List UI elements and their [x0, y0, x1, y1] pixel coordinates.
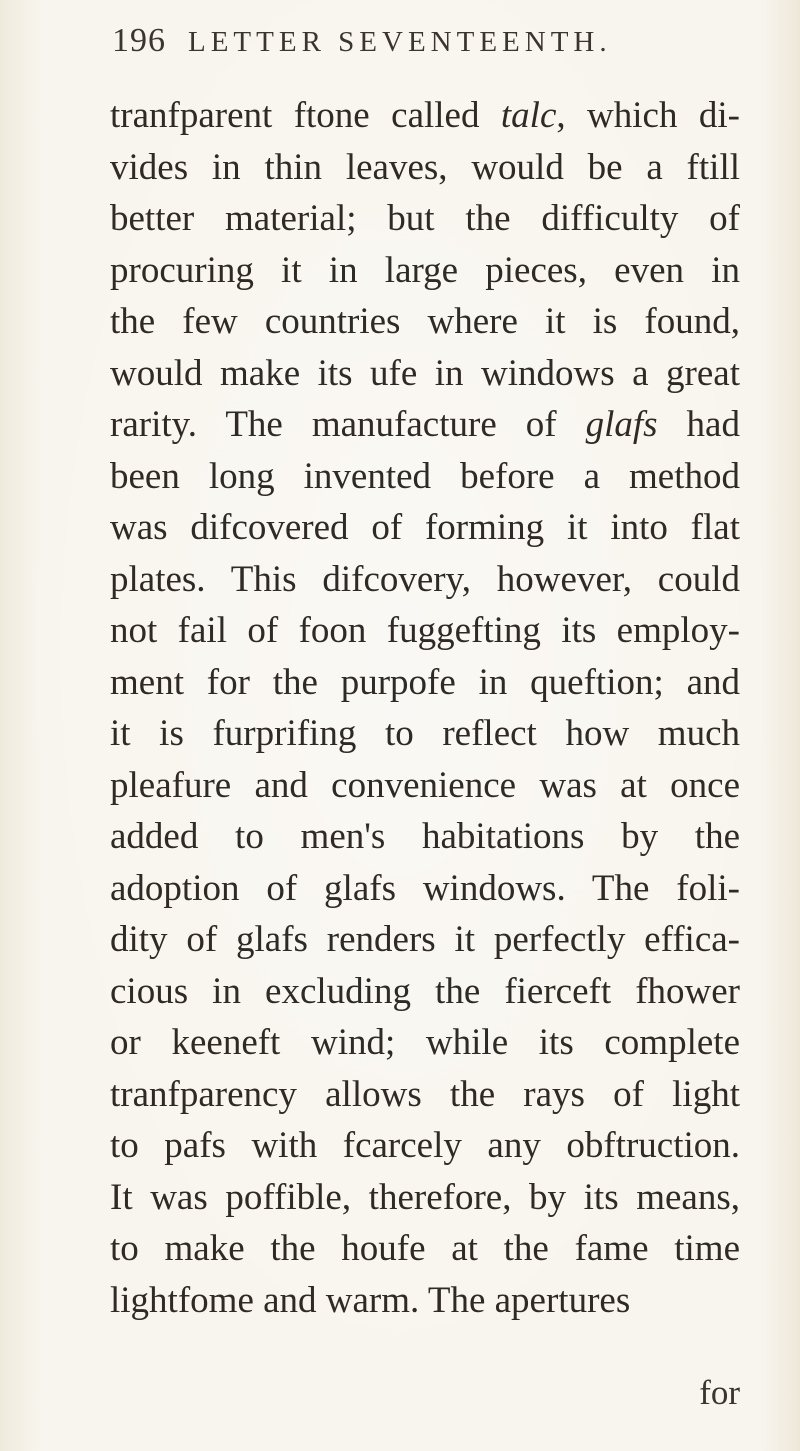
text-line: plates. This difcovery, however, could	[110, 558, 740, 600]
text-line: or keeneft wind; while its complete	[110, 1022, 740, 1063]
text-line: added to men's habitations by the	[110, 816, 740, 857]
italic-word: glafs	[585, 404, 658, 445]
page-number: 196	[112, 22, 166, 59]
text-line: not fail of foon fuggefting its employ-	[110, 610, 740, 651]
page-header	[112, 22, 752, 72]
italic-word: talc	[500, 95, 557, 136]
text-line: tranfparency allows the rays of light	[110, 1073, 740, 1115]
text-line: was difcovered of forming it into flat	[110, 507, 740, 548]
text-line: pleafure and convenience was at once	[110, 764, 740, 806]
text-line: vides in thin leaves, would be a ftill	[110, 146, 740, 188]
text-line: tranfparent ftone called talc, which di-	[110, 95, 741, 136]
text-line: been long invented before a method	[110, 455, 740, 497]
text-line: cious in excluding the fierceft fhower	[110, 970, 740, 1012]
text-line: adoption of glafs windows. The foli-	[110, 867, 740, 909]
text-line: would make its ufe in windows a great	[110, 352, 740, 394]
text-line: it is furprifing to reflect how much	[110, 713, 740, 754]
running-head: LETTER SEVENTEENTH.	[188, 26, 612, 58]
text-line: to pafs with fcarcely any obftruction.	[110, 1125, 740, 1166]
text-line: to make the houfe at the fame time	[110, 1228, 740, 1269]
text-line: the few countries where it is found,	[110, 301, 740, 342]
catchword: for	[699, 1373, 740, 1412]
text-line: better material; but the difficulty of	[110, 198, 740, 239]
body-text	[110, 90, 740, 1326]
text-line: It was poffible, therefore, by its means,	[110, 1176, 740, 1218]
text-line: ment for the purpofe in queftion; and	[110, 661, 740, 703]
text-line: procuring it in large pieces, even in	[110, 249, 740, 291]
text-line: dity of glafs renders it perfectly effica-	[110, 919, 740, 960]
text-line: rarity. The manufacture of glafs had	[110, 404, 740, 445]
text-line: lightfome and warm. The apertures	[110, 1279, 631, 1321]
